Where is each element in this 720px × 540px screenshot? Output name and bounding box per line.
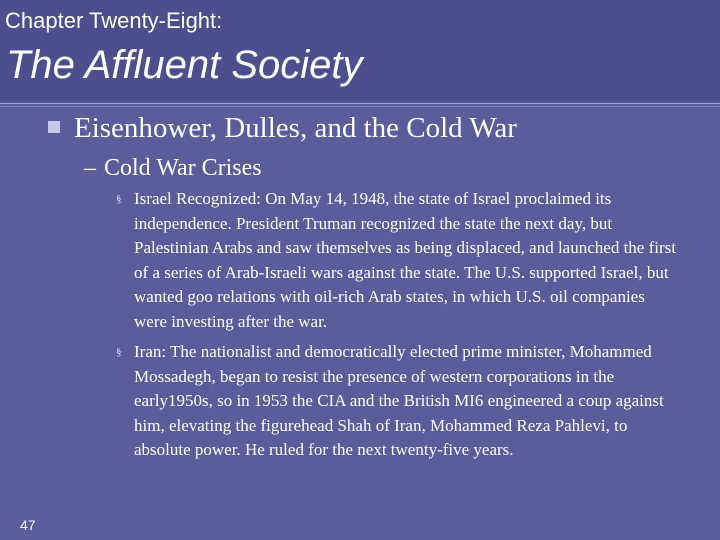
list-item-text: Iran: The nationalist and democratically elected prime minister, Mohammed Mossadegh, began to resist the presence of western corporations in the early1950s, so in 1953 the CIA and the British MI6 engineered a coup against him, elevating the figurehead Shah of Iran, Mohammed Reza Pahlevi, to absolute power. He ruled for the next twenty-five years. [134, 342, 664, 459]
dash-bullet-icon: – [84, 155, 96, 181]
chapter-label: Chapter Twenty-Eight: [5, 8, 223, 33]
list-item [116, 340, 676, 463]
section-bullet-icon: § [116, 193, 122, 205]
list-item-text: Israel Recognized: On May 14, 1948, the state of Israel proclaimed its independence. President Truman recognized the state the next day, but Palestinian Arabs and saw themselves as being displaced, and launched the first of a series of Arab-Israeli wars against the state. The U.S. supported Israel, but wanted goo relations with oil-rich Arab states, in which U.S. oil companies were investing after the war. [134, 189, 676, 331]
title-divider-secondary [0, 106, 720, 107]
title-band [0, 0, 720, 102]
list-item [116, 187, 676, 334]
bullet-heading: Eisenhower, Dulles, and the Cold War [74, 112, 517, 144]
square-bullet-icon [48, 121, 60, 133]
slide-number: 47 [20, 517, 36, 533]
bullet-subheading: Cold War Crises [104, 155, 262, 181]
section-bullet-icon: § [116, 346, 122, 358]
slide-title: The Affluent Society [6, 43, 363, 87]
title-divider [0, 103, 720, 104]
